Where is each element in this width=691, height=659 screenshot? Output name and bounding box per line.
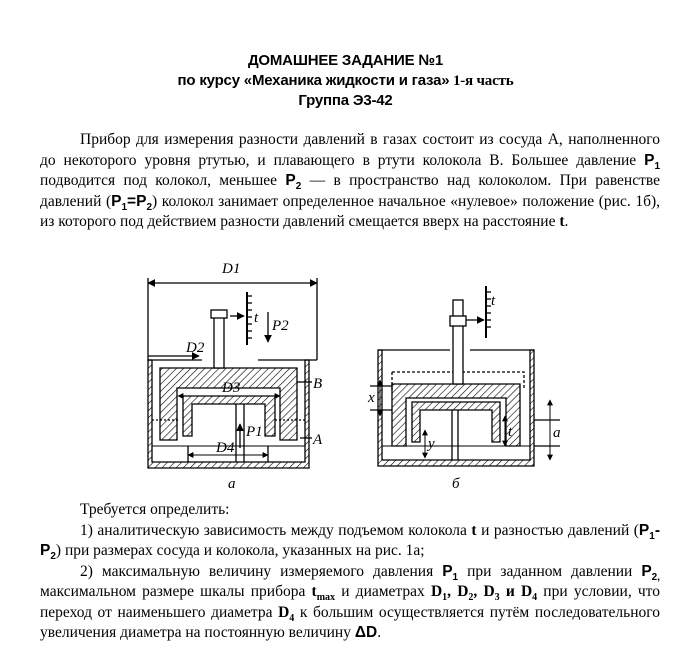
title-line-1: ДОМАШНЕЕ ЗАДАНИЕ №1 — [247, 52, 444, 69]
course-name: по курсу «Механика жидкости и газа» — [177, 72, 450, 89]
course-part: 1-я часть — [449, 73, 514, 89]
task-section — [40, 500, 660, 644]
label-t-b-scale: t — [491, 293, 496, 309]
task-item-1: 1) аналитическую зависимость между подъемом колокола t и разностью давлений $(P_1-P_2)$ при размерах сосуда и колокола, указанных на рис. 1а; — [40, 521, 660, 563]
label-d3: D3 — [222, 380, 241, 396]
caption-a: а — [228, 476, 236, 492]
label-b: B — [313, 376, 323, 392]
label-x: x — [368, 390, 375, 406]
label-t-b: t — [508, 424, 513, 440]
label-y: y — [428, 436, 435, 452]
title-line-3: Группа Э3-42 — [298, 92, 393, 109]
caption-b: б — [452, 476, 460, 492]
task-item-2: 2) максимальную величину измеряемого давления $P_1$ при заданном давлении $P_{2,}$ максимальном размере шкалы прибора $t_{max}$ и диаметрах $D_1$, $D_2$, $D_3$ и $D_4$ при условии, что переход от наименьшего диаметра $D_4$ к большим осуществляется путём последовательного увеличения диаметра на постоянную величину ΔD. — [40, 562, 661, 641]
label-d1: D1 — [222, 261, 241, 277]
rod — [214, 315, 224, 368]
label-a-vessel: A — [313, 432, 323, 448]
task-heading: Требуется определить: — [80, 501, 230, 518]
label-p2: P2 — [272, 318, 289, 334]
label-a-dim: a — [553, 425, 561, 441]
intro-paragraph: Прибор для измерения разности давлений в газах состоит из сосуда A, наполненного до некоторого уровня ртутью, и плавающего в ртути колокола B. Большее давление $P_1$ подводится под колокол, меньшее $P_2$ — в пространство над колоколом. При равенстве давлений $(P_1=P_2)$ колокол занимает определенное начальное «нулевое» положение (рис. 1б), из которого под действием разности давлений смещается вверх на расстояние t. — [40, 131, 660, 230]
label-t-a: t — [254, 310, 259, 326]
label-d2: D2 — [186, 340, 205, 356]
label-d4: D4 — [216, 440, 235, 456]
label-p1: P1 — [246, 424, 263, 440]
figure-b — [370, 286, 560, 466]
